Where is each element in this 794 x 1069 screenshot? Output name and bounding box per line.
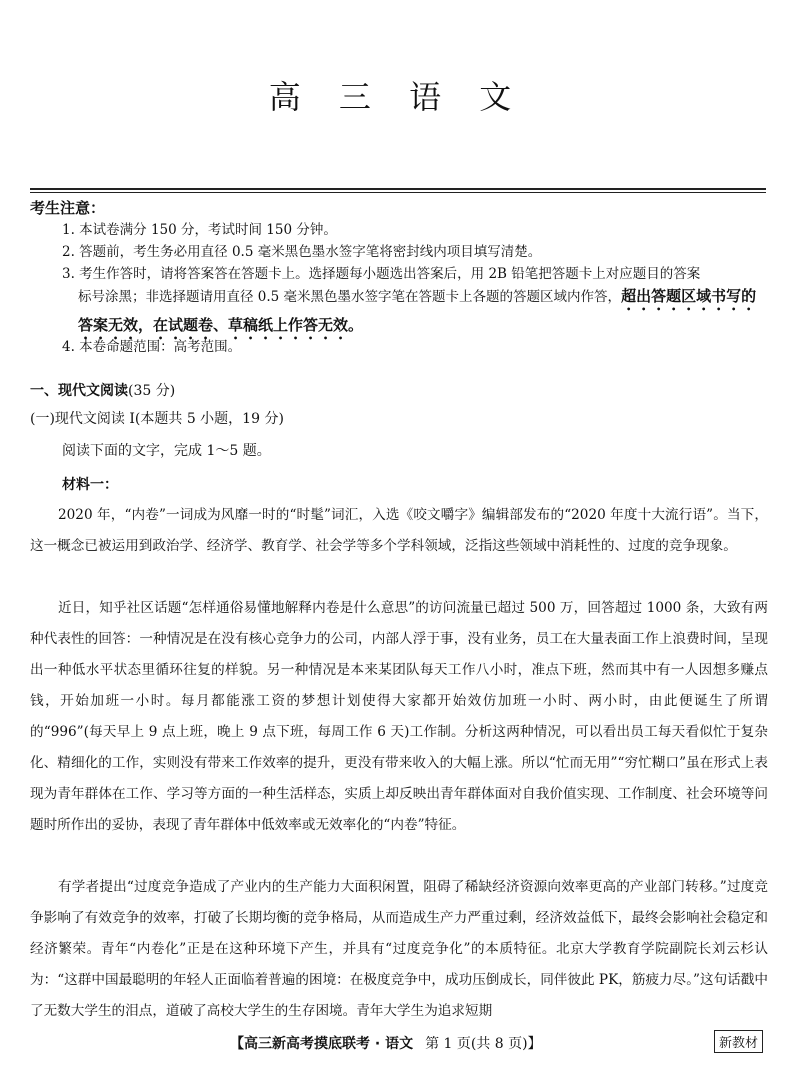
section-heading-score: (35 分): [128, 383, 176, 399]
header-rule-thin: [30, 192, 766, 193]
page-footer: [230, 1033, 542, 1053]
footer-page-number: 第 1 页(共 8 页)】: [425, 1036, 542, 1052]
page-title: 高 三 语 文: [268, 78, 526, 116]
notice-item-4: 4. 本卷命题范围：高考范围。: [62, 339, 242, 355]
notice-item-3-text: 3. 考生作答时，请将答案答在答题卡上。选择题每小题选出答案后，用 2B 铅笔把答题卡上对应题目的答案: [62, 266, 701, 282]
section-heading: [30, 380, 175, 400]
material-label: 材料一：: [62, 477, 118, 493]
paragraph-1: 2020 年，“内卷”一词成为风靡一时的“时髦”词汇，入选《咬文嚼字》编辑部发布的“2020 年度十大流行语”。当下，这一概念已被运用到政治学、经济学、教育学、社会学等多个学科领域，泛指这些领域中消耗性的、过度的竞争现象。: [30, 507, 768, 554]
notice-item-3: [62, 263, 768, 343]
notice-emphasis: 超出答题区域书写的答案无效，在试题卷、草稿纸上作答无效。: [78, 287, 757, 334]
edition-badge: 新教材: [714, 1030, 763, 1053]
paragraph-2: 近日，知乎社区话题“怎样通俗易懂地解释内卷是什么意思”的访问流量已超过 500 万，回答超过 1000 条，大致有两种代表性的回答：一种情况是在没有核心竞争力的公司，内部人浮于事，没有业务，员工在大量表面工作上浪费时间，呈现出一种低水平状态里循环往复的样貌。另一种情况是本来某团队每天工作八小时，准点下班，然而其中有一人因想多赚点钱，开始加班一小时。每月都能涨工资的梦想计划使得大家都开始效仿加班一小时、两小时，由此便诞生了所谓的“996”(每天早上 9 点上班，晚上 9 点下班，每周工作 6 天)工作制。分析这两种情况，可以看出员工每天看似忙于复杂化、精细化的工作，实则没有带来工作效率的提升，更没有带来收入的大幅上涨。所以“忙而无用”“穷忙糊口”虽在形式上表现为青年群体在工作、学习等方面的一种生活样态，实质上却反映出青年群体面对自我价值实现、工作制度、社会环境等问题时所作出的妥协，表现了青年群体中低效率或无效率化的“内卷”特征。: [30, 600, 768, 833]
footer-exam-name: 【高三新高考摸底联考 · 语文: [230, 1036, 414, 1052]
notice-heading: 考生注意：: [30, 199, 106, 217]
header-rule: [30, 188, 766, 190]
paragraph-3: 有学者提出“过度竞争造成了产业内的生产能力大面积闲置，阻碍了稀缺经济资源向效率更高的产业部门转移。”过度竞争影响了有效竞争的效率，打破了长期均衡的竞争格局，从而造成生产力严重过剩，经济效益低下，最终会影响社会稳定和经济繁荣。青年“内卷化”正是在这种环境下产生，并具有“过度竞争化”的本质特征。北京大学教育学院副院长刘云杉认为：“这群中国最聪明的年轻人正面临着普遍的困境：在极度竞争中，成功压倒成长，同伴彼此 PK，筋疲力尽。”这句话戳中了无数大学生的泪点，道破了高校大学生的生存困境。青年大学生为追求短期: [30, 879, 768, 1019]
sub-section-heading: (一)现代文阅读 I(本题共 5 小题，19 分): [30, 411, 284, 427]
notice-item-3-continued: [62, 285, 768, 343]
section-heading-label: 一、现代文阅读: [30, 383, 128, 399]
notice-item-1: 1. 本试卷满分 150 分，考试时间 150 分钟。: [62, 222, 337, 238]
reading-instruction: 阅读下面的文字，完成 1～5 题。: [62, 443, 271, 459]
notice-item-3-text-2: 标号涂黑；非选择题请用直径 0.5 毫米黑色墨水签字笔在答题卡上各题的答题区域内作答，: [78, 289, 622, 305]
notice-item-2: 2. 答题前，考生务必用直径 0.5 毫米黑色墨水签字笔将密封线内项目填写清楚。: [62, 244, 542, 260]
